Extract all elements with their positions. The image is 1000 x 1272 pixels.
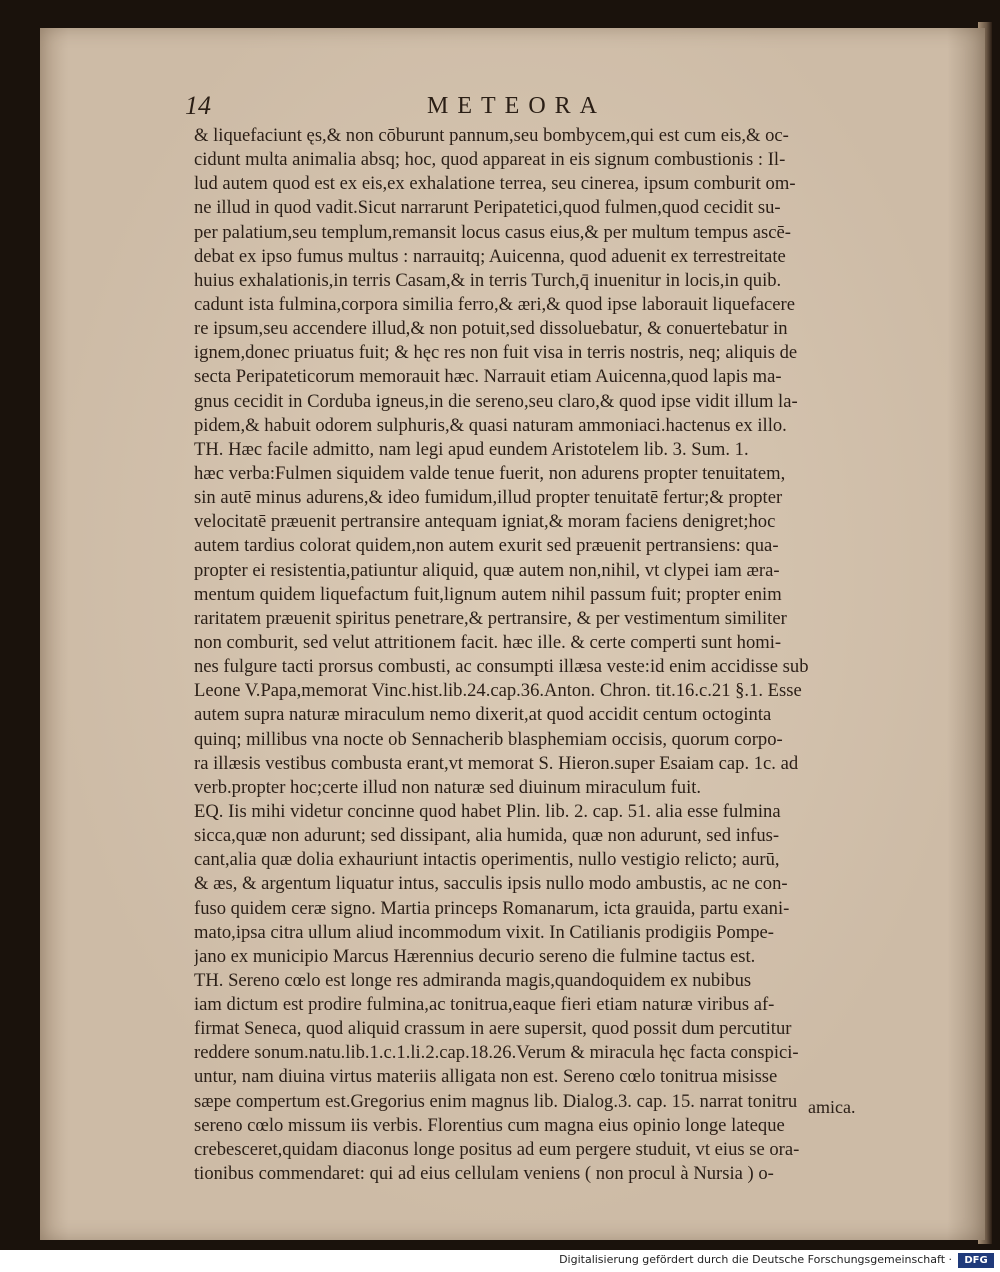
- text-line: secta Peripateticorum memorauit hæc. Narrauit etiam Auicenna,quod lapis ma-: [194, 366, 782, 388]
- text-line: cadunt ista fulmina,corpora similia ferro,& æri,& quod ipse laborauit liquefacere: [194, 293, 796, 315]
- text-line: raritatem præuenit spiritus penetrare,& pertransire, & per vestimentum similiter: [194, 607, 787, 629]
- text-line: sereno cœlo missum iis verbis. Florentius cum magna eius opinio longe lateque: [194, 1114, 785, 1136]
- text-line: TH. Sereno cœlo est longe res admiranda magis,quandoquidem ex nubibus: [194, 969, 752, 991]
- text-line: firmat Seneca, quod aliquid crassum in aere supersit, quod possit dum percutitur: [194, 1018, 792, 1040]
- text-line: huius exhalationis,in terris Casam,& in terris Turch,q̄ inuenitur in locis,in quib.: [194, 269, 782, 291]
- text-line: debat ex ipso fumus multus : narrauitq; Auicenna, quod aduenit ex terrestreitate: [194, 245, 786, 267]
- text-line: quinq; millibus vna nocte ob Sennacherib blasphemiam occisis, quorum corpo-: [194, 728, 783, 750]
- text-line: verb.propter hoc;certe illud non naturæ sed diuinum miraculum fuit.: [194, 776, 702, 798]
- body-text: [194, 124, 854, 1186]
- text-line: iam dictum est prodire fulmina,ac tonitrua,eaque fieri etiam naturæ viribus af-: [194, 994, 775, 1016]
- text-line: sicca,quæ non adurunt; sed dissipant, alia humida, quæ non adurunt, sed infus-: [194, 825, 780, 847]
- page-number: 14: [185, 91, 211, 120]
- text-line: cant,alia quæ dolia exhauriunt intactis operimentis, nullo vestigio relicto; aurū,: [194, 849, 780, 871]
- text-line: pidem,& habuit odorem sulphuris,& quasi naturam ammoniaci.hactenus ex illo.: [194, 414, 787, 436]
- text-line: mentum quidem liquefactum fuit,lignum autem nihil passum fuit; propter enim: [194, 583, 782, 605]
- text-line: Leone V.Papa,memorat Vinc.hist.lib.24.cap.36.Anton. Chron. tit.16.c.21 §.1. Esse: [194, 680, 802, 702]
- text-line: tionibus commendaret: qui ad eius cellulam veniens ( non procul à Nursia ) o-: [194, 1163, 774, 1185]
- text-line: nes fulgure tacti prorsus combusti, ac consumpti illæsa veste:id enim accidisse sub: [194, 656, 809, 678]
- running-title: METEORA: [427, 93, 606, 119]
- text-line: sin autē minus adurens,& ideo fumidum,illud propter tenuitatē fertur;& propter: [194, 487, 783, 509]
- text-line: per palatium,seu templum,remansit locus casus eius,& per multum tempus ascē-: [194, 221, 791, 243]
- text-line: ra illæsis vestibus combusta erant,vt memorat S. Hieron.super Esaiam cap. 1c. ad: [194, 752, 799, 774]
- text-line: re ipsum,seu accendere illud,& non potuit,sed dissoluebatur, & conuertebatur in: [194, 318, 788, 340]
- text-line: hæc verba:Fulmen siquidem valde tenue fuerit, non adurens propter tenuitatem,: [194, 462, 786, 484]
- text-line: TH. Hæc facile admitto, nam legi apud eundem Aristotelem lib. 3. Sum. 1.: [194, 438, 749, 460]
- text-line: non comburit, sed velut attritionem facit. hæc ille. & certe comperti sunt homi-: [194, 631, 782, 653]
- text-line: & liquefaciunt ęs,& non cōburunt pannum,seu bombycem,qui est cum eis,& oc-: [194, 125, 789, 146]
- text-line: ne illud in quod vadit.Sicut narrarunt Peripatetici,quod fulmen,quod cecidit su-: [194, 197, 781, 219]
- text-line: sæpe compertum est.Gregorius enim magnus lib. Dialog.3. cap. 15. narrat tonitru: [194, 1090, 798, 1112]
- text-line: fuso quidem ceræ signo. Martia princeps Romanarum, icta grauida, partu exani-: [194, 897, 790, 919]
- text-line: reddere sonum.natu.lib.1.c.1.li.2.cap.18.26.Verum & miracula hęc facta conspici-: [194, 1042, 799, 1064]
- text-line: crebesceret,quidam diaconus longe positus ad eum pergere studuit, vt eius se ora-: [194, 1138, 800, 1160]
- digitization-credit: Digitalisierung gefördert durch die Deutsche Forschungsgemeinschaft ·: [559, 1253, 952, 1266]
- page-header: [185, 87, 635, 123]
- dfg-logo: DFG: [958, 1253, 994, 1268]
- text-line: velocitatē præuenit pertransire antequam igniat,& moram faciens denigret;hoc: [194, 511, 776, 533]
- text-line: lud autem quod est ex eis,ex exhalatione terrea, seu cinerea, ipsum comburit om-: [194, 173, 796, 195]
- catchword: amica.: [808, 1097, 856, 1117]
- text-line: untur, nam diuina virtus materiis alligata non est. Sereno cœlo tonitrua misisse: [194, 1066, 778, 1088]
- text-line: EQ. Iis mihi videtur concinne quod habet Plin. lib. 2. cap. 51. alia esse fulmina: [194, 800, 781, 822]
- text-line: autem tardius colorat quidem,non autem exurit sed præuenit pertransiens: qua-: [194, 535, 779, 557]
- text-line: propter ei resistentia,patiuntur aliquid, quæ autem non,nihil, vt clypei iam æra-: [194, 559, 780, 581]
- text-line: mato,ipsa citra ullum aliud incommodum vixit. In Catilianis prodigiis Pompe-: [194, 921, 774, 943]
- text-line: gnus cecidit in Corduba igneus,in die sereno,seu claro,& quod ipse vidit illum la-: [194, 390, 798, 412]
- text-line: autem supra naturæ miraculum nemo dixerit,at quod accidit centum octoginta: [194, 704, 772, 726]
- text-line: ignem,donec priuatus fuit; & hęc res non fuit visa in terris nostris, neq; aliquis de: [194, 342, 798, 364]
- footer-bar: [0, 1250, 1000, 1272]
- text-line: & æs, & argentum liquatur intus, sacculis ipsis nullo modo ambustis, ac ne con-: [194, 873, 788, 895]
- text-line: cidunt multa animalia absq; hoc, quod appareat in eis signum combustionis : Il-: [194, 149, 786, 171]
- text-line: jano ex municipio Marcus Hærennius decurio sereno die fulmine tactus est.: [194, 945, 756, 967]
